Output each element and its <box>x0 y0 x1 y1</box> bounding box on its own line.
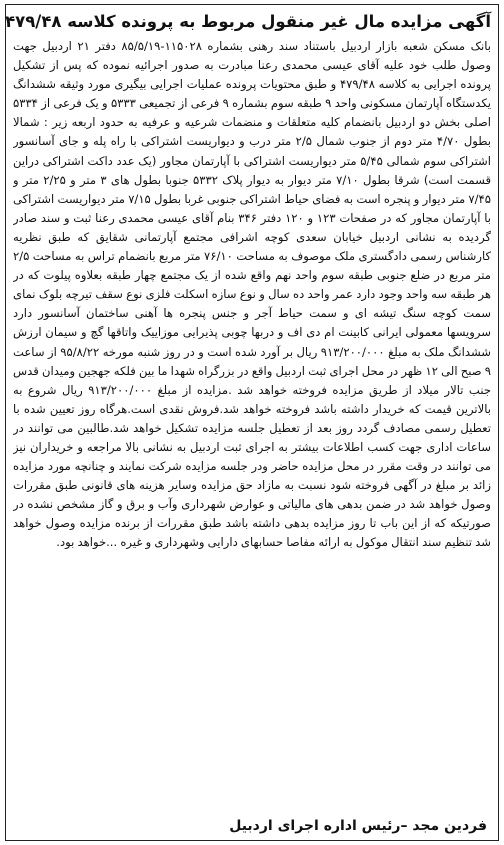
notice-frame <box>5 4 499 841</box>
notice-signature: فردین مجد –رئیس اداره اجرای اردبیل <box>229 818 487 834</box>
notice-title: آگهی مزایده مال غیر منقول مربوط به پرونده کلاسه ۴۷۹/۴۸ <box>5 12 491 31</box>
notice-body: بانک مسکن شعبه بازار اردبیل باستناد سند رهنی بشماره ۱۱۵۰۲۸-۸۵/۵/۱۹ دفتر ۲۱ اردبیل جهت وصول طلب خود علیه آقای عیسی محمدی رعنا مبادرت به صدور اجرائیه نموده که پس از تشکیل پرونده اجرایی به کلاسه ۴۷۹/۴۸ و طبق محتویات پرونده عملیات اجرایی بیگیری مورد وثیقه ششدانگ یکدستگاه آپارتمان مسکونی واحد ۹ طبقه سوم بشماره ۹ فرعی از تجمیعی ۵۳۳۳ و یک فرعی از ۵۳۳۴ اصلی بخش دو اردبیل بانضمام کلیه متعلقات و منضمات شرعیه و عرفیه به حدود اربعه زیر : شمالا بطول ۴/۷۰ متر دوم از جنوب شمال ۲/۵ متر درب و دیواریست اشتراکی با راه پله و جای آسانسور اشتراکی سوم شمالی ۵/۴۵ متر دیواریست اشتراکی با آپارتمان مجاور (یک عدد داکت اشتراکی دراین قسمت است) شرقا بطول ۷/۱۰ متر دیوار به دیوار پلاک ۵۳۳۲ جنوبا بطول های ۳ متر و ۲/۲۵ متر و ۷/۴۵ متر دیوار و پنجره است به فضای حیاط اشتراکی جنوبی غربا بطول ۷/۱۵ متر دیواریست اشتراکی با آپارتمان مجاور که در صفحات ۱۲۳ و ۱۲۰ دفتر ۳۴۶ بنام آقای عیسی محمدی رعنا ثبت و سند صادر گردیده به نشانی اردبیل خیابان سعدی کوچه اشرافی مجتمع آپارتمانی شقایق که طبق نظریه کارشناس رسمی دادگستری ملک موصوف به مساحت ۷۶/۱۰ متر مربع بانضمام تراس به مساحت ۲/۵ متر مربع در ضلع جنوبی طبقه سوم واحد نهم واقع شده از یک مجتمع چهار طبقه بعلاوه پیلوت که در هر طبقه سه واحد وجود دارد عمر واحد ده سال و نوع سازه اسکلت فلزی نوع سقف تیرچه بلوک نمای سمت کوچه سنگ تیشه ای و سمت حیاط آجر و جنس پنجره ها آهنی ساختمان آسانسور دارد سرویسها معمولی ایرانی کابینت ام دی اف و دربها چوبی پذیرایی موزاییک واتاقها گچ و سیمان ارزش ششدانگ ملک به مبلغ ۹۱۳/۲۰۰/۰۰۰ ریال بر آورد شده است و در روز شنبه مورخه ۹۵/۸/۲۲ از ساعت ۹ صبح الی ۱۲ ظهر در محل اجرای ثبت اردبیل واقع در بزرگراه شهدا ما بین فلکه جهجین ومیدان قدس جنب تالار میلاد از طریق مزایده فروخته خواهد شد .مزایده از مبلغ ۹۱۳/۲۰۰/۰۰۰ ریال شروع به بالاترین قیمت که خریدار داشته باشد فروخته خواهد شد.فروش نقدی است.هرگاه روز تعیین شده با تعطیل رسمی مصادف گردد روز بعد از تعطیل جلسه مزایده تشکیل خواهد شد.طالبین می توانند در ساعات اداری جهت کسب اطلاعات بیشتر به اجرای ثبت اردبیل به نشانی بالا مراجعه و خریداران نیز می توانند در وقت مقرر در محل مزایده حاضر ودر جلسه مزایده شرکت نمایند و چنانچه مورد مزایده زائد بر مبلغ در آگهی فروخته شود نسبت به مازاد حق مزایده وسایر هزینه های قانونی طبق مقررات وصول خواهد شد در ضمن بدهی های مالیاتی و عوارض شهرداری وآب و برق و گاز مشخص نشده در صورتیکه که از این باب تا روز مزایده بدهی داشته باشد طبق مقررات از برنده مزایده وصول خواهد شد تنظیم سند انتقال موکول به ارائه مفاصا حسابهای دارایی وشهرداری و غیره ...خواهد بود. <box>13 39 491 550</box>
